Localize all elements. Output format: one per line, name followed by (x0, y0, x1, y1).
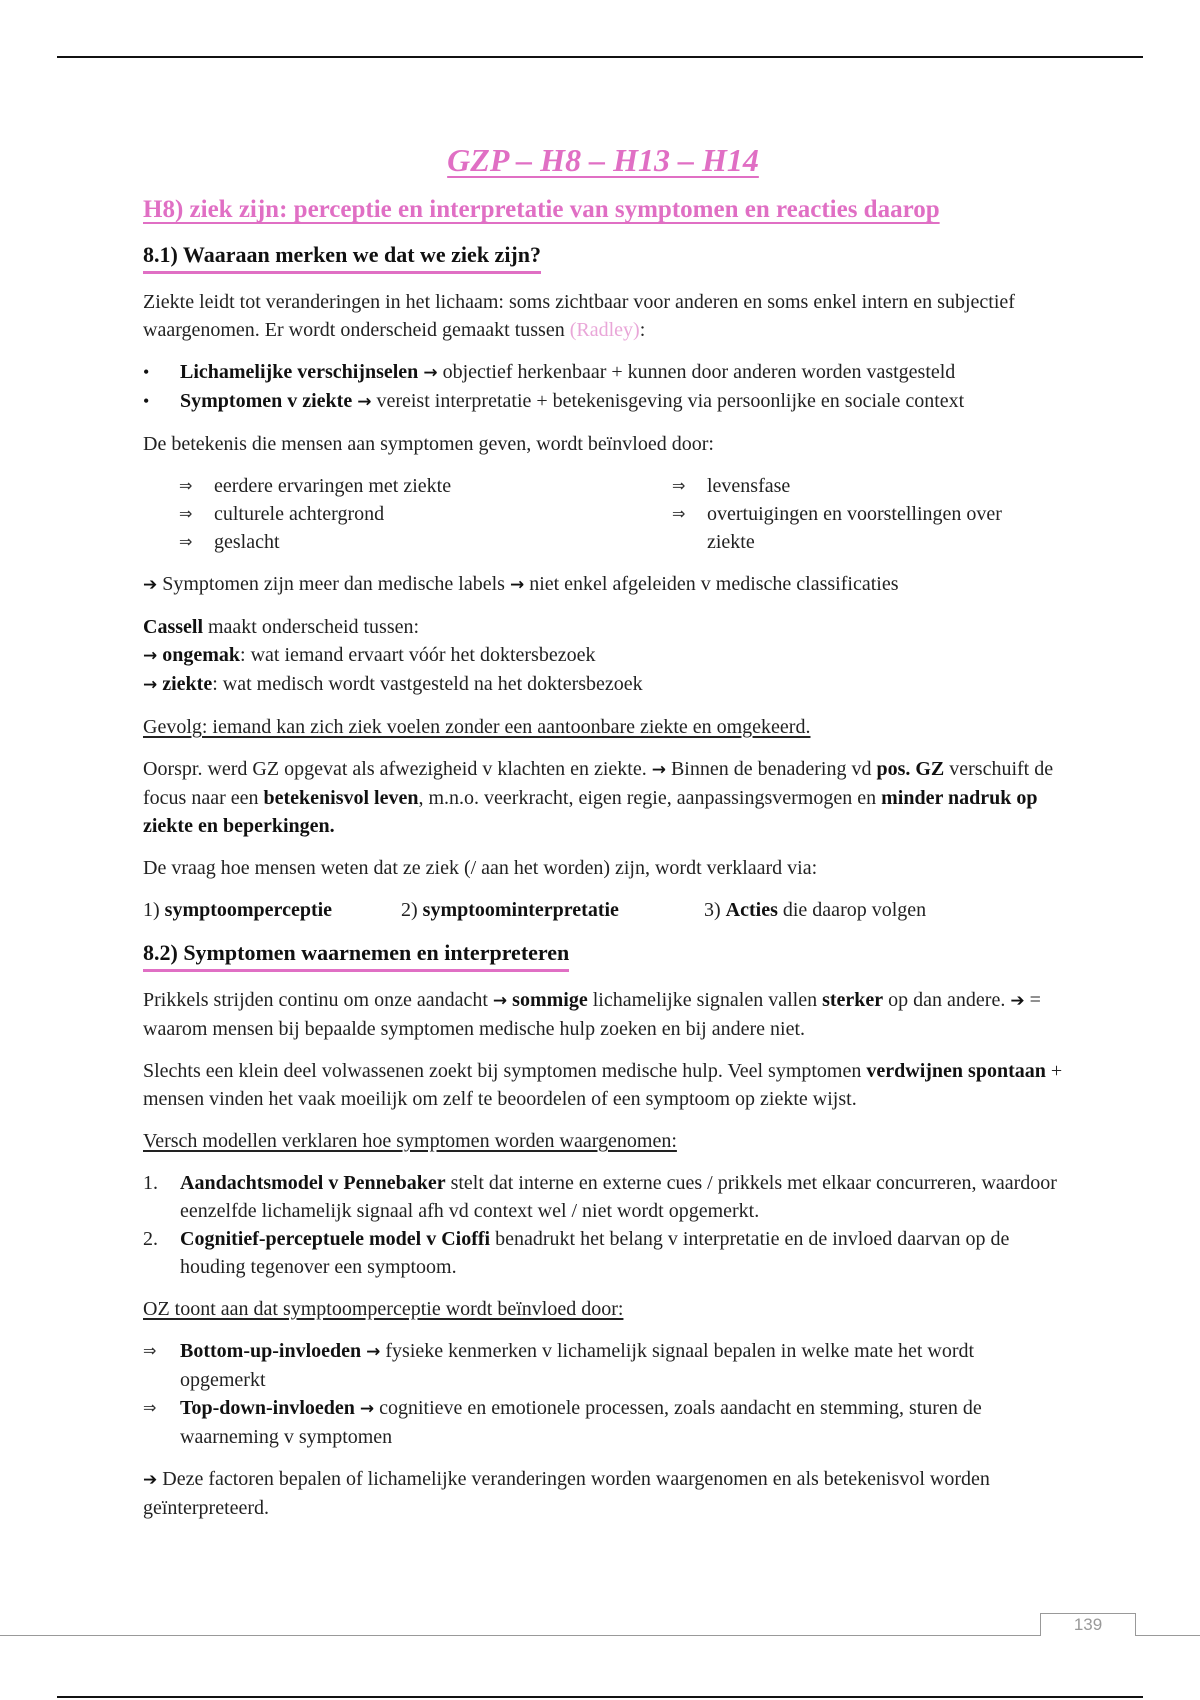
conclusion-text: Deze factoren bepalen of lichamelijke veranderingen worden waargenomen en als betekenisvol worden geïnterpreteerd. (143, 1468, 990, 1519)
ph-bold: betekenisvol leven (263, 787, 419, 809)
list-item-body (180, 1394, 1063, 1451)
ph-bold: pos. GZ (876, 758, 945, 780)
step-number: 1) (143, 899, 165, 921)
arrow-icon: → (492, 991, 508, 1011)
step-number: 2) (401, 899, 423, 921)
cassell-definition: : wat iemand ervaart vóór het doktersbezoek (240, 644, 596, 666)
cassell-paragraph (143, 613, 1063, 699)
help-text: Slechts een klein deel volwassenen zoekt bij symptomen medische hulp. Veel symptomen (143, 1060, 867, 1082)
labels-text: Symptomen zijn meer dan medische labels (157, 573, 510, 595)
influence-term: Bottom-up-invloeden (180, 1340, 362, 1362)
page-content (143, 140, 1063, 1536)
meaning-paragraph: De betekenis die mensen aan symptomen geven, wordt beïnvloed door: (143, 433, 714, 455)
cassell-text: maakt onderscheid tussen: (203, 616, 420, 638)
list-item-term: Symptomen v ziekte (180, 390, 353, 412)
arrow-icon: → (366, 1342, 381, 1362)
arrow-icon: → (651, 760, 666, 780)
models-heading: Versch modellen verklaren hoe symptomen worden waargenomen: (143, 1130, 677, 1152)
section-title-8-1: 8.1) Waaraan merken we dat we ziek zijn? (143, 240, 541, 274)
ph-text: verschuift de focus naar een (143, 758, 1054, 809)
stimuli-text: = waarom mensen bij bepaalde symptomen medische hulp zoeken en bij andere niet. (143, 989, 1041, 1040)
stimuli-text: Prikkels strijden continu om onze aandacht (143, 989, 493, 1011)
bottom-rule (57, 1696, 1143, 1698)
cassell-definition: : wat medisch wordt vastgesteld na het doktersbezoek (212, 673, 643, 695)
arrow-icon: → (143, 675, 158, 695)
bold-arrow-icon: ➔ (1010, 991, 1025, 1011)
oz-heading: OZ toont aan dat symptoomperceptie wordt beïnvloed door: (143, 1298, 624, 1320)
influence-text: fysieke kenmerken v lichamelijk signaal bepalen in welke mate het wordt opgemerkt (180, 1340, 975, 1391)
influence-term: Top-down-invloeden (180, 1397, 355, 1419)
stimuli-bold: sommige (512, 989, 588, 1011)
list-item (672, 500, 1052, 556)
consequence-line: Gevolg: iemand kan zich ziek voelen zonder een aantoonbare ziekte en omgekeerd. (143, 716, 811, 738)
influences-left-column (179, 472, 672, 556)
steps-row (143, 896, 1063, 924)
list-item (143, 1337, 1063, 1394)
list-item-term: Lichamelijke verschijnselen (180, 361, 419, 383)
list-item-text: levensfase (707, 475, 791, 497)
page-number: 139 (1040, 1613, 1136, 1636)
cassell-term: ongemak (162, 644, 241, 666)
list-item (143, 1225, 1063, 1281)
list-item-text: vereist interpretatie + betekenisgeving via persoonlijke en sociale context (371, 390, 965, 412)
step-item (143, 896, 401, 924)
model-description: stelt dat interne en externe cues / prikkels met elkaar concurreren, waardoor eenzelfde lichamelijk signaal afh vd context wel / niet wordt opgemerkt. (180, 1172, 1057, 1222)
step-term: symptoomperceptie (164, 899, 333, 921)
footer-rule (0, 1635, 1040, 1636)
arrow-icon: → (423, 363, 438, 383)
bold-arrow-icon: ➔ (143, 575, 158, 595)
intro-text: Ziekte leidt tot veranderingen in het lichaam: soms zichtbaar voor anderen en soms enkel intern en subjectief waargenomen. Er wordt onderscheid gemaakt tussen (143, 291, 1015, 341)
influences-right-column (672, 472, 1052, 556)
help-seeking-paragraph (143, 1057, 1063, 1113)
model-name: Aandachtsmodel v Pennebaker (180, 1172, 446, 1194)
bold-arrow-icon: ➔ (143, 1470, 158, 1490)
labels-paragraph (143, 570, 1063, 599)
stimuli-bold: sterker (822, 989, 884, 1011)
list-item-text: geslacht (214, 531, 280, 553)
list-number: 2. (143, 1228, 158, 1250)
arrow-icon: → (143, 646, 158, 666)
implies-icon: ⇒ (143, 1398, 157, 1417)
influences-grid (143, 472, 1063, 556)
list-item (179, 528, 672, 556)
list-item-text: eerdere ervaringen met ziekte (214, 475, 452, 497)
model-name: Cognitief-perceptuele model v Cioffi (180, 1228, 491, 1250)
help-text: + mensen vinden het vaak moeilijk om zelf te beoordelen of een symptoom op ziekte wijst. (143, 1060, 1063, 1110)
stimuli-text: op dan andere. (883, 989, 1011, 1011)
cassell-term: ziekte (162, 673, 213, 695)
ph-text: Oorspr. werd GZ opgevat als afwezigheid v klachten en ziekte. (143, 758, 652, 780)
implies-icon: ⇒ (672, 476, 686, 495)
cassell-name: Cassell (143, 616, 203, 638)
top-rule (57, 56, 1143, 58)
list-item (179, 472, 672, 500)
step-term: Acties (725, 899, 778, 921)
list-item (179, 500, 672, 528)
footer-rule (1136, 1635, 1200, 1636)
list-item (143, 1394, 1063, 1451)
document-title: GZP – H8 – H13 – H14 (447, 142, 759, 178)
intro-text-end: : (639, 319, 646, 341)
labels-text-end: niet enkel afgeleiden v medische classificaties (524, 573, 899, 595)
arrow-icon: → (509, 575, 525, 595)
list-item (143, 1169, 1063, 1225)
list-item-text: culturele achtergrond (214, 503, 385, 525)
ph-text: Binnen de benadering vd (665, 758, 877, 780)
list-item-body (180, 1337, 1063, 1394)
ph-text: , m.n.o. veerkracht, eigen regie, aanpassingsvermogen en (418, 787, 882, 809)
list-item (143, 387, 1063, 416)
help-bold: verdwijnen spontaan (866, 1060, 1046, 1082)
question-paragraph: De vraag hoe mensen weten dat ze ziek (/ aan het worden) zijn, wordt verklaard via: (143, 857, 818, 879)
influence-text: cognitieve en emotionele processen, zoals aandacht en stemming, sturen de waarneming v symptomen (180, 1397, 982, 1448)
step-item (401, 896, 704, 924)
conclusion-paragraph (143, 1465, 1063, 1522)
list-item (143, 358, 1063, 387)
model-description: benadrukt het belang v interpretatie en de invloed daarvan op de houding tegenover een symptoom. (180, 1228, 1010, 1278)
list-item-text: overtuigingen en voorstellingen over ziekte (707, 503, 1002, 553)
stimuli-text: lichamelijke signalen vallen (587, 989, 823, 1011)
implies-icon: ⇒ (179, 504, 193, 523)
list-number: 1. (143, 1172, 158, 1194)
arrow-icon: → (359, 1399, 375, 1419)
phenomena-list (143, 358, 1063, 416)
ph-bold: minder nadruk op ziekte en beperkingen. (143, 787, 1038, 837)
models-list (143, 1169, 1063, 1281)
step-term: symptoominterpretatie (422, 899, 619, 921)
step-number: 3) (704, 899, 726, 921)
positive-health-paragraph (143, 755, 1063, 840)
step-item (704, 896, 926, 924)
perception-influences-list (143, 1337, 1063, 1451)
section-title-8-2: 8.2) Symptomen waarnemen en interpreteren (143, 938, 569, 972)
list-item (672, 472, 1052, 500)
implies-icon: ⇒ (143, 1341, 157, 1360)
citation: (Radley) (569, 319, 640, 341)
implies-icon: ⇒ (672, 504, 686, 523)
stimuli-paragraph (143, 986, 1063, 1043)
list-item-body (180, 1169, 1063, 1225)
list-item-text: objectief herkenbaar + kunnen door anderen worden vastgesteld (437, 361, 956, 383)
list-item-body (180, 1225, 1063, 1281)
intro-paragraph (143, 288, 1063, 344)
step-text: die daarop volgen (777, 899, 927, 921)
implies-icon: ⇒ (179, 532, 193, 551)
implies-icon: ⇒ (179, 476, 193, 495)
chapter-title: H8) ziek zijn: perceptie en interpretatie van symptomen en reacties daarop (143, 196, 940, 223)
arrow-icon: → (357, 392, 372, 412)
